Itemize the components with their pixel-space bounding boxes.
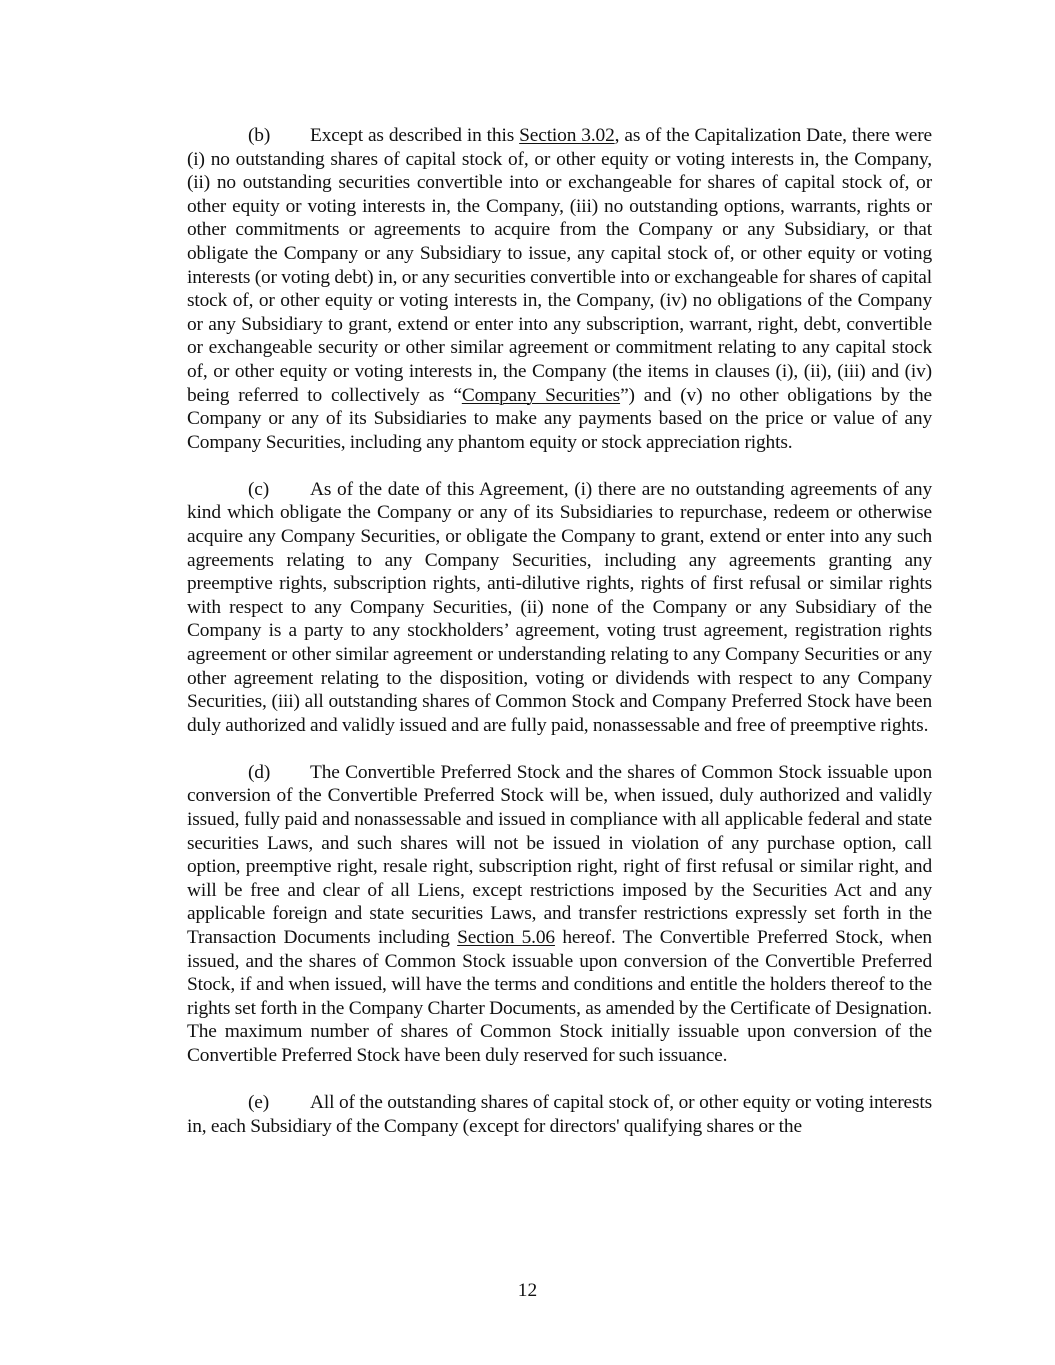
section-reference-link[interactable]: Section 3.02 [519,125,615,146]
paragraph-text: As of the date of this Agreement, (i) there are no outstanding agreements of any kind which obligate the Company or any of its Subsidiaries to repurchase, redeem or otherwise acquire any Company Securities, or obligate the Company to grant, extend or enter into any such agreements relating to any Company Securities, including any agreements granting any preemptive rights, subscription rights, anti-dilutive rights, rights of first refusal or similar rights with respect to any Company Securities, (ii) none of the Company or any Subsidiary of the Company is a party to any stockholders’ agreement, voting trust agreement, registration rights agreement or other similar agreement or understanding relating to any Company Securities or any other agreement relating to the disposition, voting or dividends with respect to any Company Securities, (iii) all outstanding shares of Common Stock and Company Preferred Stock have been duly authorized and validly issued and are fully paid, nonassessable and free of preemptive rights. [187,478,932,736]
paragraph-label: (d) [248,761,271,783]
paragraph-text: Except as described in this [310,125,520,146]
page-number: 12 [517,1280,538,1301]
paragraph-text: All of the outstanding shares of capital stock of, or other equity or voting interests in, each Subsidiary of the Company (except for directors' qualifying shares or the [187,1092,932,1137]
document-body [187,124,932,1162]
paragraph-text: ”) and (v) no other obligations by the Company or any of its Subsidiaries to make any payments based on the price or value of any Company Securities, including any phantom equity or stock appreciation rights. [187,384,933,453]
paragraph-b [187,124,932,454]
paragraph-text: , as of the Capitalization Date, there were (i) no outstanding shares of capital stock of, or other equity or voting interests in, the Company, (ii) no outstanding securities convertible into or exchangeable for shares of capital stock of, or other equity or voting interests in, the Company, (iii) no outstanding options, warrants, rights or other commitments or agreements to acquire from the Company or any Subsidiary, or that obligate the Company or any Subsidiary to issue, any capital stock of, or other equity or voting interests (or voting debt) in, or any securities convertible into or exchangeable for shares of capital stock of, or other equity or voting interests in, the Company, (iv) no obligations of the Company or any Subsidiary to grant, extend or enter into any subscription, warrant, right, debt, convertible or exchangeable security or other similar agreement or commitment relating to any capital stock of, or other equity or voting interests in, the Company (the items in clauses (i), (ii), (iii) and (iv) being referred to collectively as “ [187,125,933,406]
section-reference-link[interactable]: Section 5.06 [457,927,555,948]
paragraph-label: (b) [248,125,271,146]
paragraph-label: (e) [248,1092,270,1114]
paragraph-text: The Convertible Preferred Stock and the shares of Common Stock issuable upon conversion of the Convertible Preferred Stock will be, when issued, duly authorized and validly issued, fully paid and nonassessable and issued in compliance with all applicable federal and state securities Laws, and such shares will not be issued in violation of any purchase option, call option, preemptive right, resale right, subscription right, right of first refusal or similar right, and will be free and clear of all Liens, except restrictions imposed by the Securities Act and any applicable foreign and state securities Laws, and transfer restrictions expressly set forth in the Transaction Documents including [187,761,932,948]
paragraph-d [187,761,932,1068]
defined-term: Company Securities [461,384,621,406]
paragraph-e [187,1091,932,1138]
paragraph-text: hereof. The Convertible Preferred Stock, when issued, and the shares of Common Stock issuable upon conversion of the Convertible Preferred Stock, if and when issued, will have the terms and conditions and entitle the holders thereof to the rights set forth in the Company Charter Documents, as amended by the Certificate of Designation. The maximum number of shares of Common Stock initially issuable upon conversion of the Convertible Preferred Stock have been duly reserved for such issuance. [187,927,932,1066]
paragraph-label: (c) [248,478,270,500]
paragraph-c [187,478,932,738]
